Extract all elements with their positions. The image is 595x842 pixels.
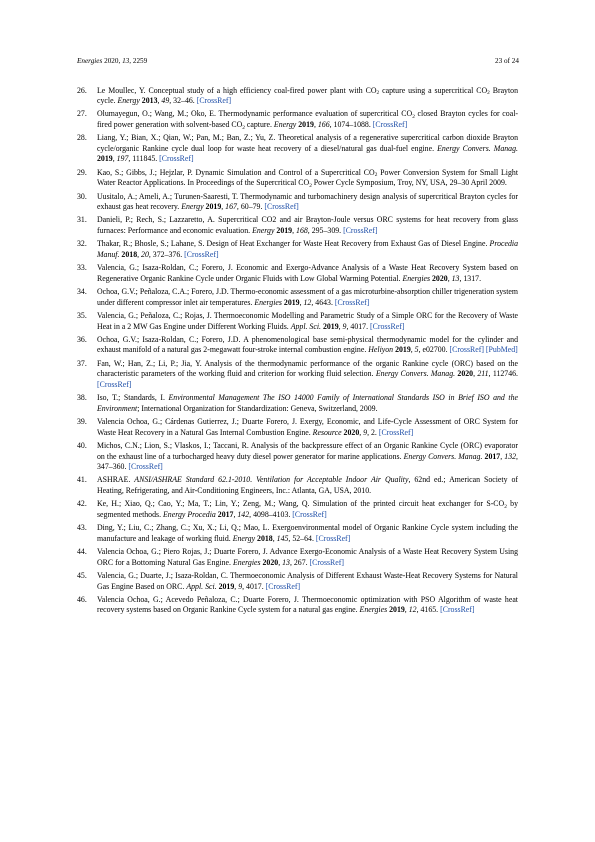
crossref-link[interactable]: [CrossRef]	[372, 119, 408, 129]
reference-number: 37.	[77, 358, 87, 368]
reference-number: 39.	[77, 417, 87, 427]
reference-number: 28.	[77, 133, 87, 143]
reference-item	[77, 441, 518, 473]
reference-number: 26.	[77, 85, 87, 95]
reference-text: Liang, Y.; Bian, X.; Qian, W.; Pan, M.; Ban, Z.; Yu, Z. Theoretical analysis of a regenerative supercritical carbon dioxide Brayton cycle/organic Rankine cycle dual loop for waste heat recovery of a diesel/natural gas dual-fuel engine. Energy Convers. Manag. 2019, 197, 111845. [CrossRef]	[97, 133, 518, 164]
crossref-link[interactable]: [CrossRef]	[343, 226, 378, 236]
reference-number: 40.	[77, 440, 87, 450]
page-number: 23 of 24	[495, 57, 519, 65]
reference-number: 34.	[77, 287, 87, 297]
reference-text: Valencia Ochoa, G.; Piero Rojas, J.; Duarte Forero, J. Advance Exergo-Economic Analysis of a Waste Heat Recovery System Using ORC for a Bottoming Natural Gas Engine. Energies 2020, 13, 267. [CrossRef]	[97, 547, 518, 567]
reference-item	[77, 523, 518, 544]
running-header	[77, 58, 519, 65]
reference-number: 27.	[77, 109, 87, 119]
reference-item	[77, 287, 518, 308]
crossref-link[interactable]: [CrossRef]	[370, 321, 405, 331]
reference-text: Danieli, P.; Rech, S.; Lazzaretto, A. Supercritical CO2 and air Brayton-Joule versus ORC systems for heat recovery from glass furnaces: Performance and economic evaluation. Energy 2019, 168, 295–309. [CrossRef]	[97, 215, 518, 236]
reference-item	[77, 239, 518, 260]
reference-item	[77, 263, 518, 284]
citation-pages: , 2259	[129, 57, 148, 65]
crossref-link[interactable]: [CrossRef]	[264, 202, 299, 212]
reference-number: 35.	[77, 310, 87, 320]
reference-item	[77, 417, 518, 438]
reference-item	[77, 359, 518, 391]
reference-item	[77, 393, 518, 414]
crossref-link[interactable]: [CrossRef]	[159, 154, 194, 164]
crossref-link[interactable]: [CrossRef]	[378, 427, 414, 437]
reference-text: Kao, S.; Gibbs, J.; Hejzlar, P. Dynamic Simulation and Control of a Supercritical $CO_2$ Power Conversion System for Small Light Water Reactor Applications. In Proceedings of the Supercritical $CO_2$ Power Cycle Symposium, Troy, NY, USA, 29–30 April 2009.	[97, 167, 518, 189]
reference-number: 46.	[77, 594, 87, 604]
crossref-link[interactable]: [CrossRef]	[334, 297, 370, 307]
crossref-link[interactable]: [CrossRef]	[440, 605, 475, 615]
reference-number: 30.	[77, 191, 87, 201]
reference-text: Ke, H.; Xiao, Q.; Cao, Y.; Ma, T.; Lin, Y.; Zeng, M.; Wang, Q. Simulation of the printed circuit heat exchanger for $S-CO_2$ by segmented methods. Energy Procedia 2017, 142, 4098–4103. [CrossRef]	[97, 499, 518, 519]
reference-number: 38.	[77, 393, 87, 403]
reference-text: Valencia Ochoa, G.; Acevedo Peñaloza, C.; Duarte Forero, J. Thermoeconomic optimization with PSO Algorithm of waste heat recovery systems based on Organic Rankine Cycle system for a natural gas engine. Energies 2019, 12, 4165. [CrossRef]	[97, 594, 518, 615]
reference-item	[77, 335, 518, 356]
reference-item	[77, 595, 518, 616]
reference-text: Olumayegun, O.; Wang, M.; Oko, E. Thermodynamic performance evaluation of supercritical $CO_2$ closed Brayton cycles for coal-fired power generation with solvent-based $CO_2$ capture. Energy 2019, 166, 1074–1088. [CrossRef]	[97, 109, 518, 131]
reference-item	[77, 168, 518, 189]
reference-number: 31.	[77, 215, 87, 225]
reference-number: 44.	[77, 547, 87, 557]
reference-text: Fan, W.; Han, Z.; Li, P.; Jia, Y. Analysis of the thermodynamic performance of the organic Rankine cycle (ORC) based on the characteristic parameters of the working fluid and criterion for working fluid selection. Energy Convers. Manag. 2020, 211, 112746. [CrossRef]	[97, 358, 519, 389]
reference-number: 45.	[77, 570, 87, 580]
reference-item	[77, 215, 518, 236]
journal-citation	[77, 58, 147, 65]
reference-number: 43.	[77, 523, 87, 533]
reference-item	[77, 86, 518, 107]
reference-text: Valencia Ochoa, G.; Cárdenas Gutierrez, J.; Duarte Forero, J. Exergy, Economic, and Life-Cycle Assessment of ORC System for Waste Heat Recovery in a Natural Gas Internal Combustion Engine. Resource 2020, 9, 2. [CrossRef]	[97, 417, 518, 437]
reference-item	[77, 311, 518, 332]
reference-text: Iso, T.; Standards, I. Environmental Management The ISO 14000 Family of International Standards ISO in Brief ISO and the Environment; International Organization for Standardization: Geneva, Switzerland, 2009.	[97, 393, 518, 413]
reference-text: ASHRAE. ANSI/ASHRAE Standard 62.1-2010. Ventilation for Acceptable Indoor Air Quality, 62nd ed.; American Society of Heating, Refrigerating, and Air-Conditioning Engineers, Inc.: Atlanta, GA, USA, 2010.	[97, 475, 518, 495]
reference-number: 32.	[77, 239, 87, 249]
crossref-link[interactable]: [CrossRef]	[309, 557, 344, 567]
citation-volume: 13	[122, 57, 130, 65]
crossref-link[interactable]: [CrossRef]	[184, 249, 219, 259]
reference-item	[77, 475, 518, 496]
reference-text: Uusitalo, A.; Ameli, A.; Turunen-Saaresti, T. Thermodynamic and turbomachinery design analysis of supercritical Brayton cycles for exhaust gas heat recovery. Energy 2019, 167, 60–79. [CrossRef]	[97, 191, 518, 212]
reference-list	[77, 86, 518, 619]
reference-item	[77, 571, 518, 592]
reference-item	[77, 547, 518, 568]
crossref-link[interactable]: [CrossRef]	[315, 533, 351, 543]
reference-text: Michos, C.N.; Lion, S.; Vlaskos, I.; Taccani, R. Analysis of the backpressure effect of an Organic Rankine Cycle (ORC) evaporator on the exhaust line of a turbocharged heavy duty diesel power generator for marine applications. Energy Convers. Manag. 2017, 132, 347–360. [CrossRef]	[97, 440, 518, 472]
reference-text: Valencia, G.; Peñaloza, C.; Rojas, J. Thermoeconomic Modelling and Parametric Study of a Simple ORC for the Recovery of Waste Heat in a 2 MW Gas Engine under Different Working Fluids. Appl. Sci. 2019, 9, 4017. [CrossRef]	[97, 310, 518, 331]
reference-number: 41.	[77, 475, 87, 485]
reference-number: 33.	[77, 263, 87, 273]
crossref-link[interactable]: [PubMed]	[485, 345, 518, 355]
reference-text: Ochoa, G.V.; Isaza-Roldan, C.; Forero, J.D. A phenomenological base semi-physical thermodynamic model for the cylinder and exhaust manifold of a natural gas 2-megawatt four-stroke internal combustion engine. Heliyon 2019, 5, e02700. [CrossRef] [PubMed]	[97, 334, 518, 355]
reference-item	[77, 133, 518, 165]
reference-number: 42.	[77, 499, 87, 509]
reference-number: 36.	[77, 334, 87, 344]
reference-text: Thakar, R.; Bhosle, S.; Lahane, S. Design of Heat Exchanger for Waste Heat Recovery from Exhaust Gas of Diesel Engine. Procedia Manuf. 2018, 20, 372–376. [CrossRef]	[97, 239, 518, 259]
crossref-link[interactable]: [CrossRef]	[292, 509, 327, 519]
crossref-link[interactable]: [CrossRef]	[449, 345, 484, 355]
crossref-link[interactable]: [CrossRef]	[196, 96, 232, 106]
journal-name: Energies	[77, 57, 103, 65]
crossref-link[interactable]: [CrossRef]	[128, 462, 163, 472]
reference-text: Ding, Y.; Liu, C.; Zhang, C.; Xu, X.; Li, Q.; Mao, L. Exergoenvironmental model of Organic Rankine Cycle system including the manufacture and leakage of working fluid. Energy 2018, 145, 52–64. [CrossRef]	[97, 523, 518, 543]
reference-item	[77, 109, 518, 130]
reference-number: 29.	[77, 167, 87, 177]
reference-text: Valencia, G.; Duarte, J.; Isaza-Roldan, C. Thermoeconomic Analysis of Different Exhaust Waste-Heat Recovery Systems for Natural Gas Engine Based on ORC. Appl. Sci. 2019, 9, 4017. [CrossRef]	[97, 570, 518, 591]
reference-text: Ochoa, G.V.; Peñaloza, C.A.; Forero, J.D. Thermo-economic assessment of a gas microturbine-absorption chiller trigeneration system under different compressor inlet air temperatures. Energies 2019, 12, 4643. [CrossRef]	[97, 287, 518, 307]
reference-item	[77, 192, 518, 213]
reference-item	[77, 499, 518, 520]
crossref-link[interactable]: [CrossRef]	[97, 379, 132, 389]
reference-text: Valencia, G.; Isaza-Roldan, C.; Forero, J. Economic and Exergo-Advance Analysis of a Waste Heat Recovery System based on Regenerative Organic Rankine Cycle under Organic Fluids with Low Global Warming Potential. Energies 2020, 13, 1317.	[97, 263, 518, 283]
citation-year: 2020,	[102, 57, 123, 65]
crossref-link[interactable]: [CrossRef]	[265, 581, 301, 591]
reference-text: Le Moullec, Y. Conceptual study of a high efficiency coal-fired power plant with $CO_2$ capture using a supercritical $CO_2$ Brayton cycle. Energy 2013, 49, 32–46. [CrossRef]	[97, 85, 518, 106]
